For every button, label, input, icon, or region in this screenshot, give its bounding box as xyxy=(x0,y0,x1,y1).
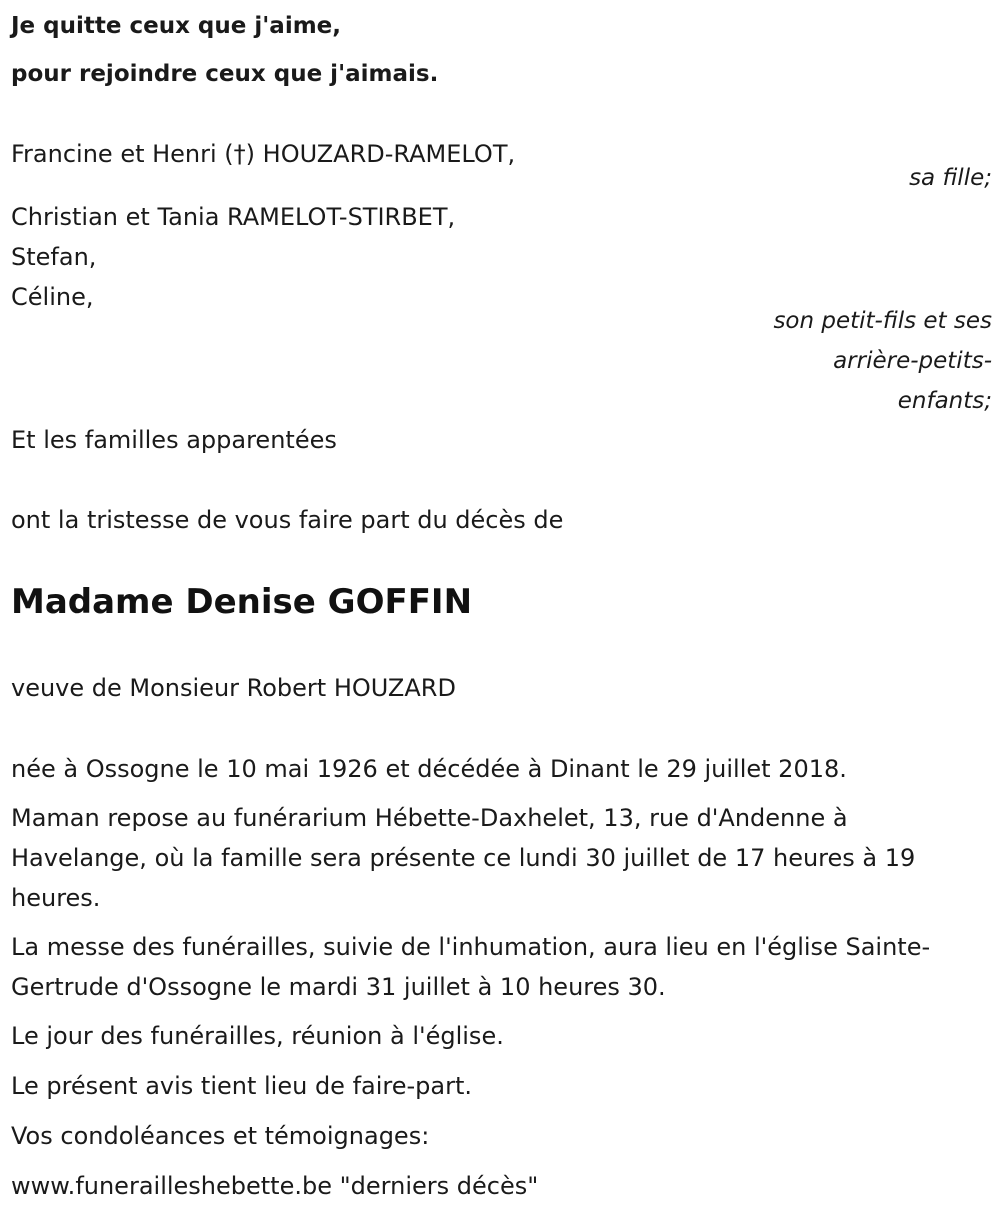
funeral-meeting: Le jour des funérailles, réunion à l'église. xyxy=(11,1022,504,1050)
grandchildren-role-line-3: enfants; xyxy=(897,388,992,414)
quote-line-1: Je quitte ceux que j'aime, xyxy=(11,13,342,39)
funerarium-details: Maman repose au funérarium Hébette-Daxhelet, 13, rue d'Andenne à Havelange, où la famille sera présente ce lundi 30 juillet de 17 heures à 19 heures. xyxy=(11,804,916,912)
widow-of: veuve de Monsieur Robert HOUZARD xyxy=(11,674,456,702)
quote-line-2: pour rejoindre ceux que j'aimais. xyxy=(11,61,439,87)
condolences-label: Vos condoléances et témoignages: xyxy=(11,1122,430,1150)
great-grandchild-celine: Céline, xyxy=(11,283,94,311)
daughter-role: sa fille; xyxy=(909,165,992,191)
grandchild-couple: Christian et Tania RAMELOT-STIRBET, xyxy=(11,203,456,231)
notice-statement: Le présent avis tient lieu de faire-part. xyxy=(11,1072,473,1100)
related-families: Et les familles apparentées xyxy=(11,426,337,454)
obituary-notice xyxy=(11,0,992,1217)
grandchildren-role-line-2: arrière-petits- xyxy=(833,348,992,374)
daughter-names: Francine et Henri (†) HOUZARD-RAMELOT, xyxy=(11,140,516,168)
deceased-name: Madame Denise GOFFIN xyxy=(11,582,473,622)
website-link[interactable]: www.funerailleshebette.be "derniers décès" xyxy=(11,1172,539,1200)
announcement-text: ont la tristesse de vous faire part du décès de xyxy=(11,506,564,534)
birth-death-details: née à Ossogne le 10 mai 1926 et décédée à Dinant le 29 juillet 2018. xyxy=(11,755,847,783)
grandchildren-role-line-1: son petit-fils et ses xyxy=(773,308,992,334)
great-grandchild-stefan: Stefan, xyxy=(11,243,97,271)
funeral-mass-details: La messe des funérailles, suivie de l'inhumation, aura lieu en l'église Sainte-Gertrude d'Ossogne le mardi 31 juillet à 10 heures 30. xyxy=(11,933,931,1001)
